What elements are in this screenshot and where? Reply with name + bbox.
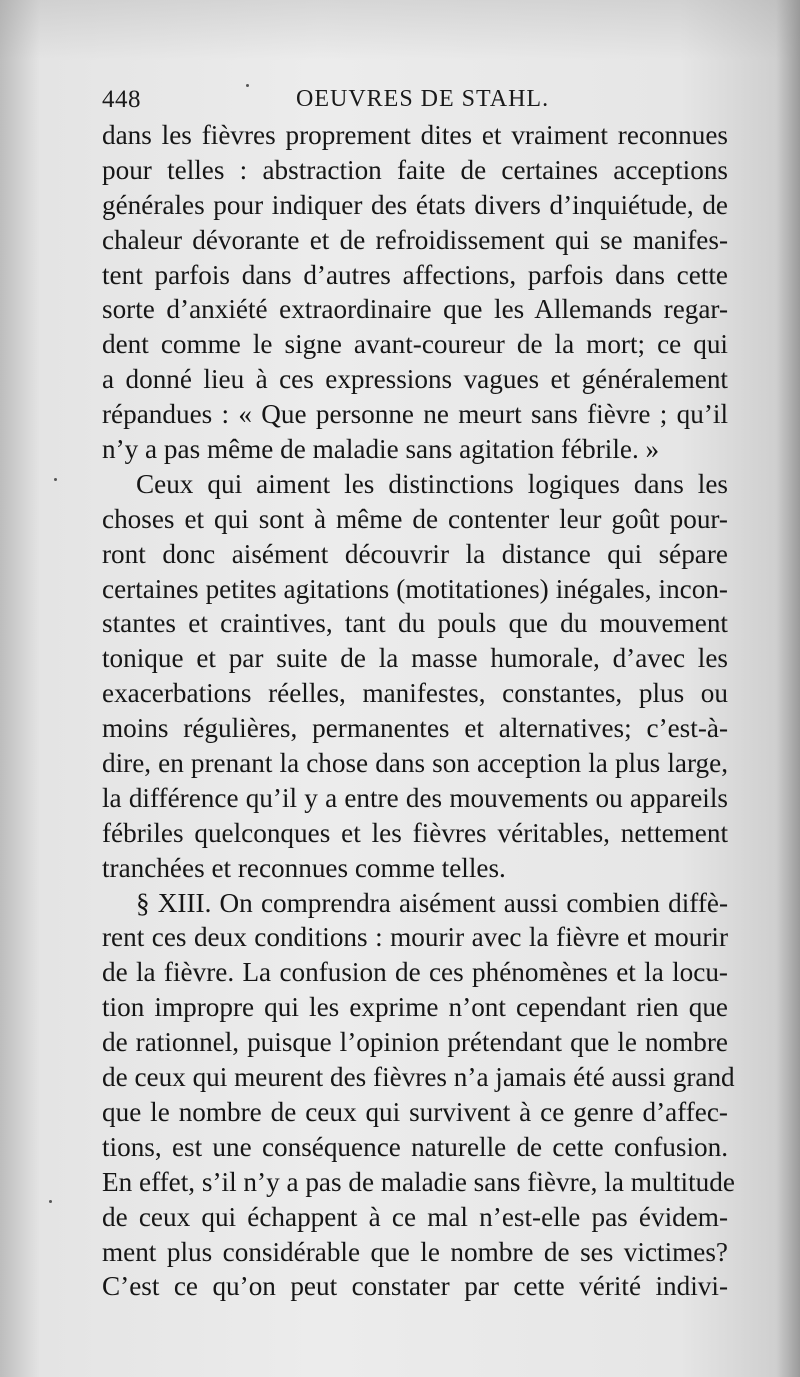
text-line: tranchées et reconnues comme telles. xyxy=(102,852,506,883)
text-line: de la fièvre. La confusion de ces phénomènes et la locu- xyxy=(102,957,728,988)
text-line: § XIII. On comprendra aisément aussi combien diffè- xyxy=(136,887,728,918)
text-line: tonique et par suite de la masse humorale, d’avec les xyxy=(102,643,728,674)
text-line: certaines petites agitations (motitationes) inégales, incon- xyxy=(102,573,728,604)
print-speck xyxy=(246,84,249,87)
text-line: ment plus considérable que le nombre de ses victimes? xyxy=(102,1236,728,1267)
text-line: répandues : « Que personne ne meurt sans fièvre ; qu’il xyxy=(102,399,728,430)
text-line: moins régulières, permanentes et alternatives; c’est-à- xyxy=(102,713,728,744)
text-line: de ceux qui meurent des fièvres n’a jamais été aussi grand xyxy=(102,1062,735,1093)
text-line: dent comme le signe avant-coureur de la mort; ce qui xyxy=(102,329,728,360)
text-line: fébriles quelconques et les fièvres véritables, nettement xyxy=(102,817,728,848)
text-line: pour telles : abstraction faite de certaines acceptions xyxy=(102,154,728,185)
text-line: rent ces deux conditions : mourir avec la fièvre et mourir xyxy=(102,922,728,953)
running-head xyxy=(102,86,742,120)
text-line: choses et qui sont à même de contenter leur goût pour- xyxy=(102,503,728,534)
print-speck xyxy=(54,478,57,481)
print-speck xyxy=(49,1200,52,1203)
text-line: a donné lieu à ces expressions vagues et généralement xyxy=(102,364,728,395)
text-line: générales pour indiquer des états divers d’inquiétude, de xyxy=(102,189,728,220)
text-line: de rationnel, puisque l’opinion prétendant que le nombre xyxy=(102,1027,728,1058)
text-line: la différence qu’il y a entre des mouvements ou appareils xyxy=(102,782,728,813)
text-line: tions, est une conséquence naturelle de cette confusion. xyxy=(102,1131,728,1162)
text-line: ront donc aisément découvrir la distance qui sépare xyxy=(102,538,728,569)
text-line: tent parfois dans d’autres affections, parfois dans cette xyxy=(102,259,728,290)
text-line: de ceux qui échappent à ce mal n’est-elle pas évidem- xyxy=(102,1201,728,1232)
text-line: dire, en prenant la chose dans son acception la plus large, xyxy=(102,748,728,779)
text-line: sorte d’anxiété extraordinaire que les Allemands regar- xyxy=(102,294,728,325)
text-line: Ceux qui aiment les distinctions logiques dans les xyxy=(136,468,728,499)
text-line: C’est ce qu’on peut constater par cette vérité indivi- xyxy=(102,1271,728,1302)
text-line: tion impropre qui les exprime n’ont cependant rien que xyxy=(102,992,728,1023)
text-line: n’y a pas même de maladie sans agitation fébrile. » xyxy=(102,434,660,465)
book-title: OEUVRES DE STAHL. xyxy=(296,86,550,112)
text-line: En effet, s’il n’y a pas de maladie sans fièvre, la multitude xyxy=(102,1166,735,1197)
body-text xyxy=(102,118,735,1304)
text-line: stantes et craintives, tant du pouls que du mouvement xyxy=(102,608,728,639)
page-number: 448 xyxy=(102,86,141,113)
text-line: chaleur dévorante et de refroidissement qui se manifes- xyxy=(102,224,728,255)
text-line: dans les fièvres proprement dites et vraiment reconnues xyxy=(102,120,728,150)
text-line: exacerbations réelles, manifestes, constantes, plus ou xyxy=(102,678,728,709)
text-line: que le nombre de ceux qui survivent à ce genre d’affec- xyxy=(102,1096,728,1127)
